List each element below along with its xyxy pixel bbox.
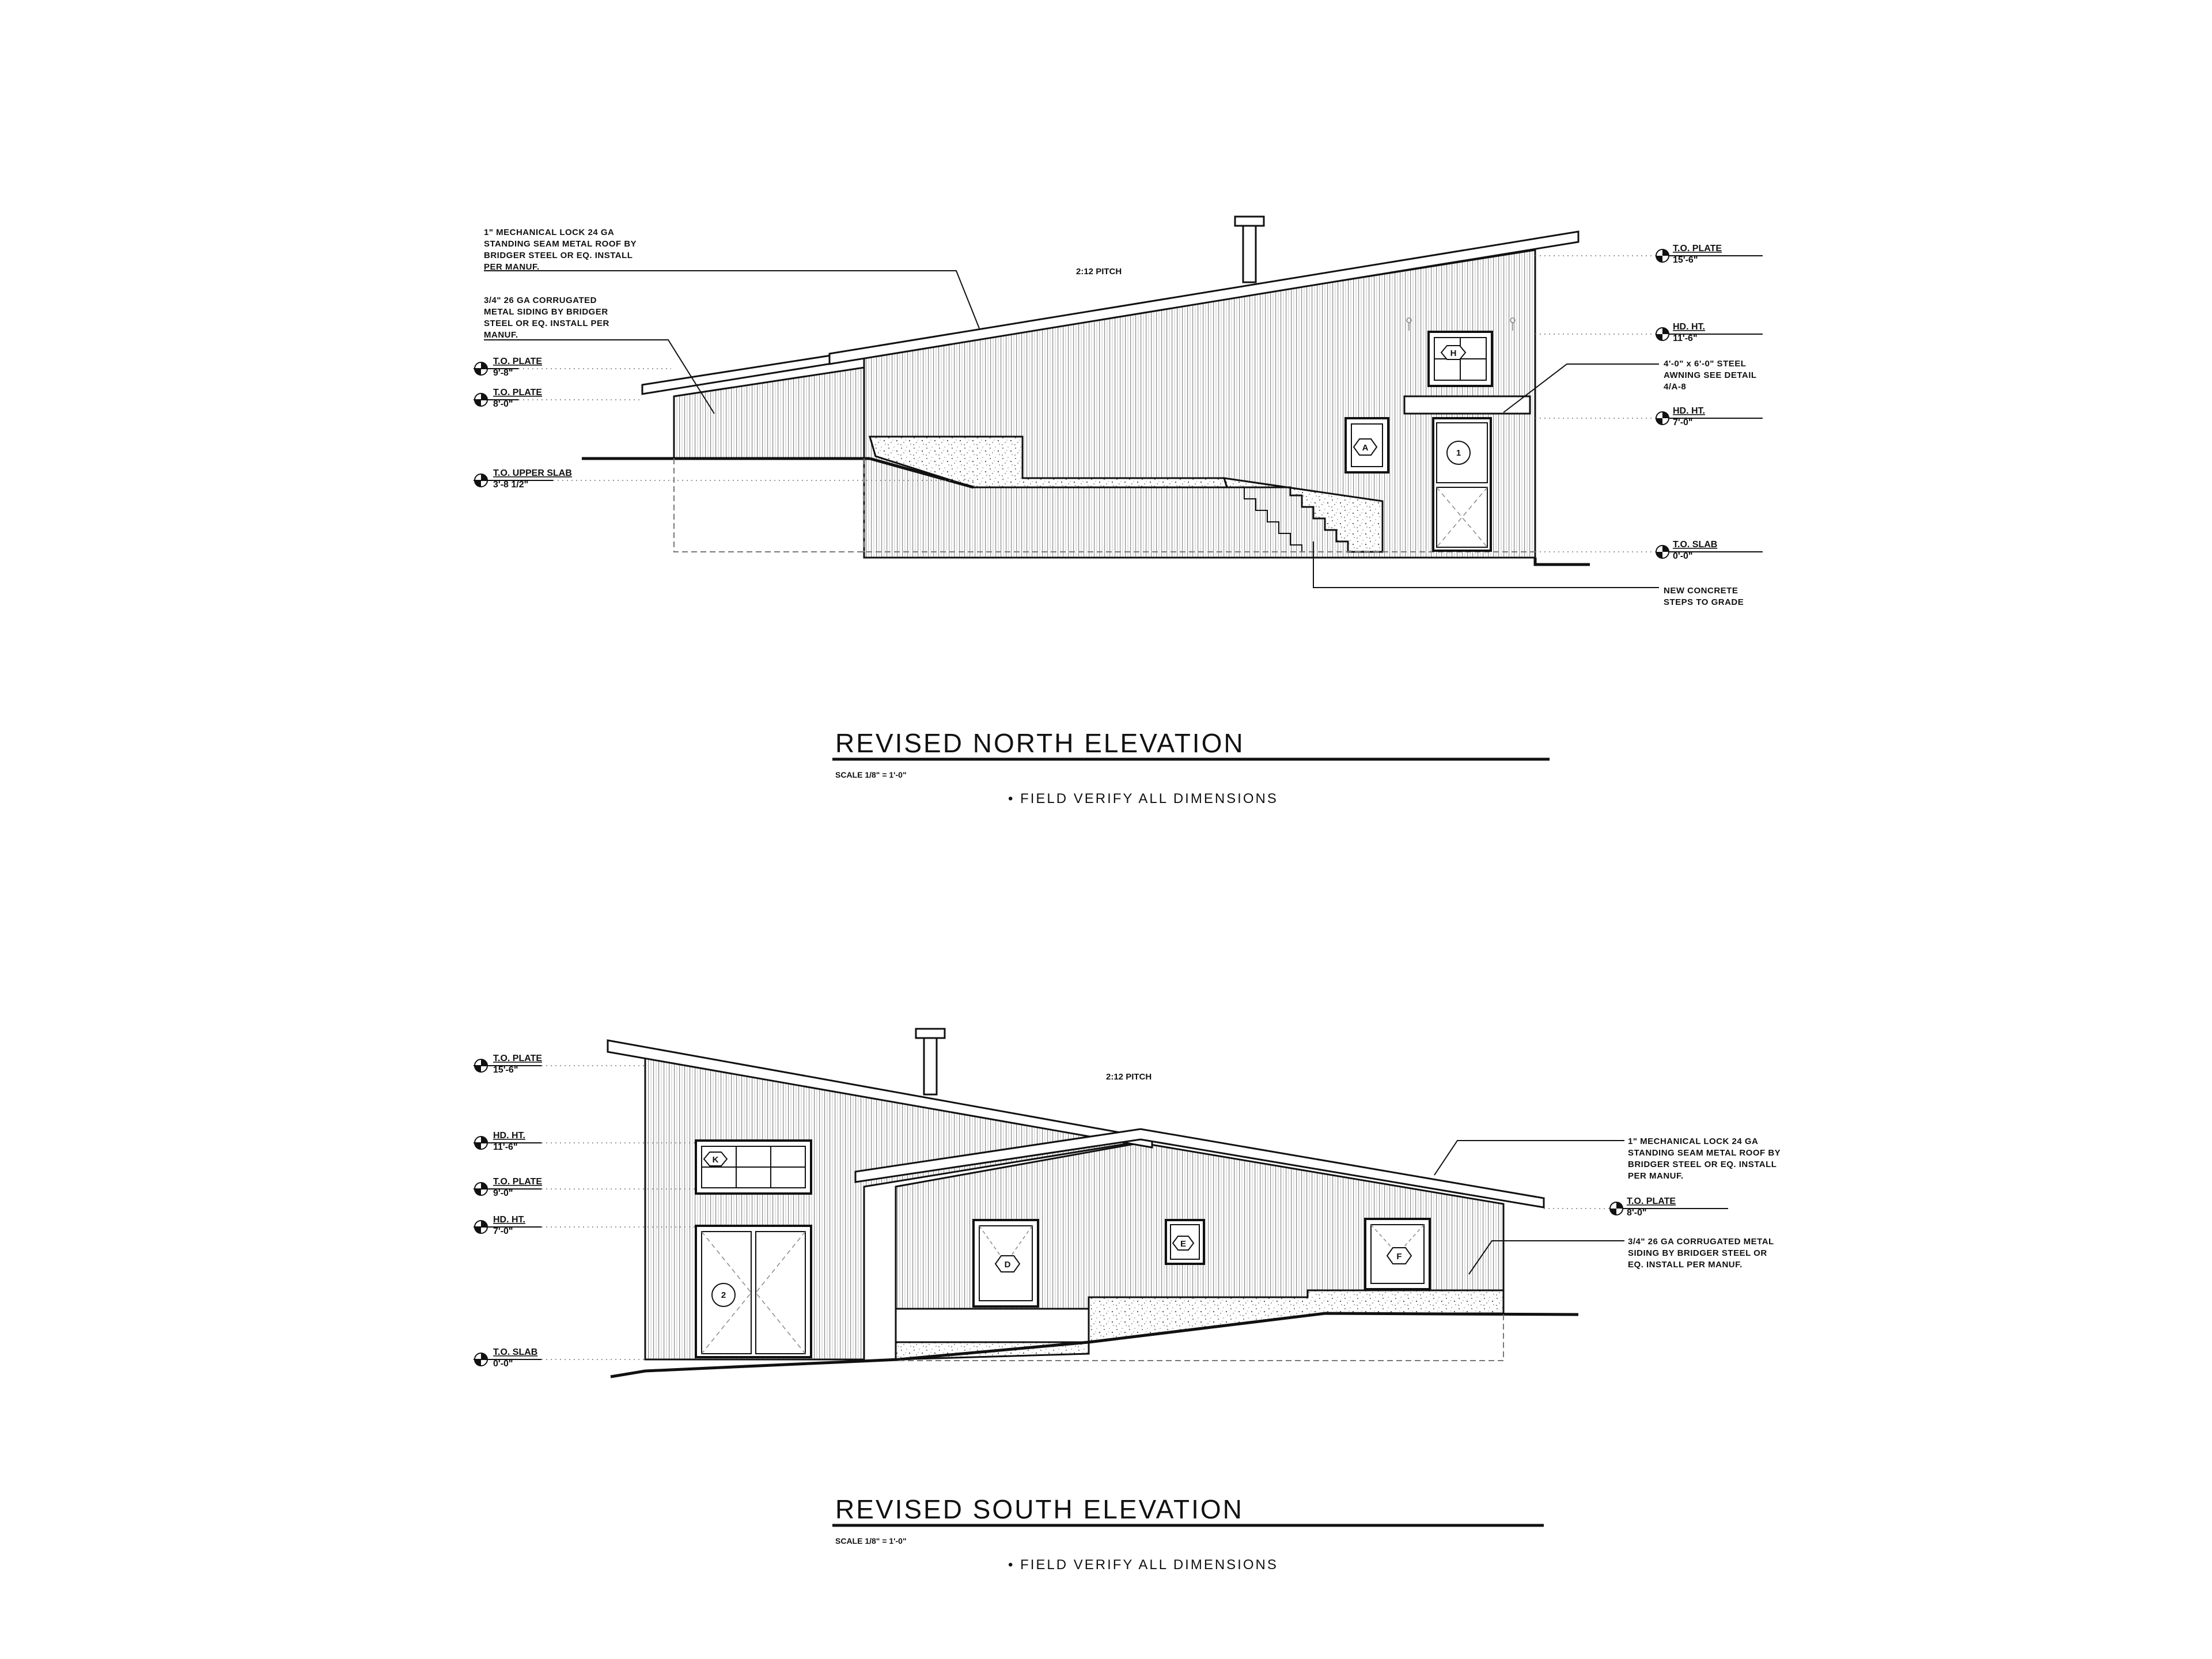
svg-text:STANDING SEAM METAL ROOF BY: STANDING SEAM METAL ROOF BY xyxy=(484,239,637,249)
svg-text:AWNING SEE DETAIL: AWNING SEE DETAIL xyxy=(1664,370,1757,380)
svg-text:EQ. INSTALL PER MANUF.: EQ. INSTALL PER MANUF. xyxy=(1628,1260,1743,1270)
svg-text:7'-0": 7'-0" xyxy=(1673,418,1693,427)
south-scale: SCALE 1/8" = 1'-0" xyxy=(835,1536,907,1546)
south-siding-note xyxy=(1628,1237,1774,1270)
svg-text:PER MANUF.: PER MANUF. xyxy=(1628,1171,1684,1181)
north-steps-note xyxy=(1664,586,1744,607)
svg-text:1" MECHANICAL LOCK 24 GA: 1" MECHANICAL LOCK 24 GA xyxy=(484,228,615,237)
svg-text:PER MANUF.: PER MANUF. xyxy=(484,262,540,272)
svg-text:0'-0": 0'-0" xyxy=(1673,551,1693,561)
north-roof-note xyxy=(484,228,637,272)
svg-text:3/4" 26 GA CORRUGATED METAL: 3/4" 26 GA CORRUGATED METAL xyxy=(1628,1237,1774,1247)
svg-text:9'-8": 9'-8" xyxy=(493,368,513,378)
window-k xyxy=(696,1141,811,1194)
svg-text:STEEL OR EQ. INSTALL PER: STEEL OR EQ. INSTALL PER xyxy=(484,319,609,328)
svg-text:BRIDGER STEEL OR EQ. INSTALL: BRIDGER STEEL OR EQ. INSTALL xyxy=(1628,1160,1777,1169)
north-level-hd-ht-7-0 xyxy=(1535,406,1763,427)
svg-text:15'-6": 15'-6" xyxy=(1673,255,1698,265)
svg-text:STANDING SEAM METAL ROOF BY: STANDING SEAM METAL ROOF BY xyxy=(1628,1148,1781,1158)
svg-text:8'-0": 8'-0" xyxy=(1627,1208,1647,1218)
south-pitch-label: 2:12 PITCH xyxy=(1106,1072,1152,1082)
north-awning-note xyxy=(1664,359,1757,392)
north-level-to-slab xyxy=(1535,540,1763,561)
north-level-hd-ht-11-6 xyxy=(1535,322,1763,343)
door-1-tag: 1 xyxy=(1456,448,1461,458)
south-level-to-plate-15-6 xyxy=(474,1054,645,1075)
window-d xyxy=(974,1220,1038,1306)
svg-text:NEW CONCRETE: NEW CONCRETE xyxy=(1664,586,1738,596)
svg-text:T.O. PLATE: T.O. PLATE xyxy=(493,1177,543,1187)
window-e-tag: E xyxy=(1180,1239,1187,1249)
south-roof-note xyxy=(1628,1137,1781,1181)
svg-text:3'-8 1/2": 3'-8 1/2" xyxy=(493,480,529,490)
svg-text:METAL SIDING BY BRIDGER: METAL SIDING BY BRIDGER xyxy=(484,307,608,317)
window-e xyxy=(1166,1220,1204,1264)
svg-text:BRIDGER STEEL OR EQ. INSTALL: BRIDGER STEEL OR EQ. INSTALL xyxy=(484,251,633,260)
south-field-verify-note: • FIELD VERIFY ALL DIMENSIONS xyxy=(1008,1557,1278,1573)
svg-text:7'-0": 7'-0" xyxy=(493,1226,513,1236)
svg-text:HD. HT.: HD. HT. xyxy=(493,1131,525,1141)
south-elevation xyxy=(474,1029,1781,1573)
svg-text:15'-6": 15'-6" xyxy=(493,1065,518,1075)
north-siding-note xyxy=(484,296,609,340)
chimney xyxy=(916,1029,945,1094)
svg-text:3/4" 26 GA CORRUGATED: 3/4" 26 GA CORRUGATED xyxy=(484,296,597,305)
svg-text:HD. HT.: HD. HT. xyxy=(1673,406,1705,416)
north-field-verify-note: • FIELD VERIFY ALL DIMENSIONS xyxy=(1008,791,1278,806)
north-scale: SCALE 1/8" = 1'-0" xyxy=(835,770,907,779)
svg-text:11'-6": 11'-6" xyxy=(1673,334,1698,343)
window-a xyxy=(1346,418,1388,472)
svg-text:11'-6": 11'-6" xyxy=(493,1142,518,1152)
window-f-tag: F xyxy=(1396,1252,1402,1262)
svg-text:T.O. PLATE: T.O. PLATE xyxy=(1673,244,1722,253)
north-level-to-plate-9-8 xyxy=(474,357,671,378)
svg-text:HD. HT.: HD. HT. xyxy=(1673,322,1705,332)
south-level-to-slab xyxy=(474,1347,645,1369)
svg-text:HD. HT.: HD. HT. xyxy=(493,1215,525,1225)
window-h xyxy=(1429,332,1492,386)
svg-text:4'-0" x 6'-0" STEEL: 4'-0" x 6'-0" STEEL xyxy=(1664,359,1747,369)
window-d-tag: D xyxy=(1004,1260,1011,1270)
svg-text:T.O. PLATE: T.O. PLATE xyxy=(493,1054,543,1063)
door-1 xyxy=(1433,418,1491,551)
svg-text:4/A-8: 4/A-8 xyxy=(1664,382,1687,392)
window-h-tag: H xyxy=(1450,349,1457,358)
svg-text:SIDING BY BRIDGER STEEL OR: SIDING BY BRIDGER STEEL OR xyxy=(1628,1248,1767,1258)
svg-text:T.O. PLATE: T.O. PLATE xyxy=(493,388,543,397)
north-pitch-label: 2:12 PITCH xyxy=(1076,267,1122,276)
svg-text:9'-0": 9'-0" xyxy=(493,1188,513,1198)
svg-text:T.O. UPPER SLAB: T.O. UPPER SLAB xyxy=(493,468,572,478)
north-level-to-plate-15-6 xyxy=(1535,244,1763,265)
chimney xyxy=(1235,217,1264,282)
svg-text:MANUF.: MANUF. xyxy=(484,330,518,340)
svg-text:1" MECHANICAL LOCK 24 GA: 1" MECHANICAL LOCK 24 GA xyxy=(1628,1137,1759,1146)
svg-text:T.O. PLATE: T.O. PLATE xyxy=(493,357,543,366)
window-f xyxy=(1365,1219,1430,1289)
north-level-to-plate-8-0 xyxy=(474,388,642,409)
svg-text:8'-0": 8'-0" xyxy=(493,399,513,409)
svg-text:STEPS TO GRADE: STEPS TO GRADE xyxy=(1664,597,1744,607)
svg-text:T.O. PLATE: T.O. PLATE xyxy=(1627,1196,1676,1206)
south-level-to-plate-8-0 xyxy=(1544,1196,1728,1218)
window-k-tag: K xyxy=(712,1155,719,1165)
door-2-tag: 2 xyxy=(721,1290,726,1300)
svg-text:T.O. SLAB: T.O. SLAB xyxy=(493,1347,538,1357)
north-elevation xyxy=(474,217,1763,806)
north-elevation-title: REVISED NORTH ELEVATION xyxy=(835,728,1245,758)
svg-text:0'-0": 0'-0" xyxy=(493,1359,513,1369)
window-a-tag: A xyxy=(1362,443,1369,453)
svg-text:T.O. SLAB: T.O. SLAB xyxy=(1673,540,1718,550)
door-2 xyxy=(696,1226,811,1357)
south-elevation-title: REVISED SOUTH ELEVATION xyxy=(835,1494,1244,1524)
steel-awning xyxy=(1404,396,1530,414)
